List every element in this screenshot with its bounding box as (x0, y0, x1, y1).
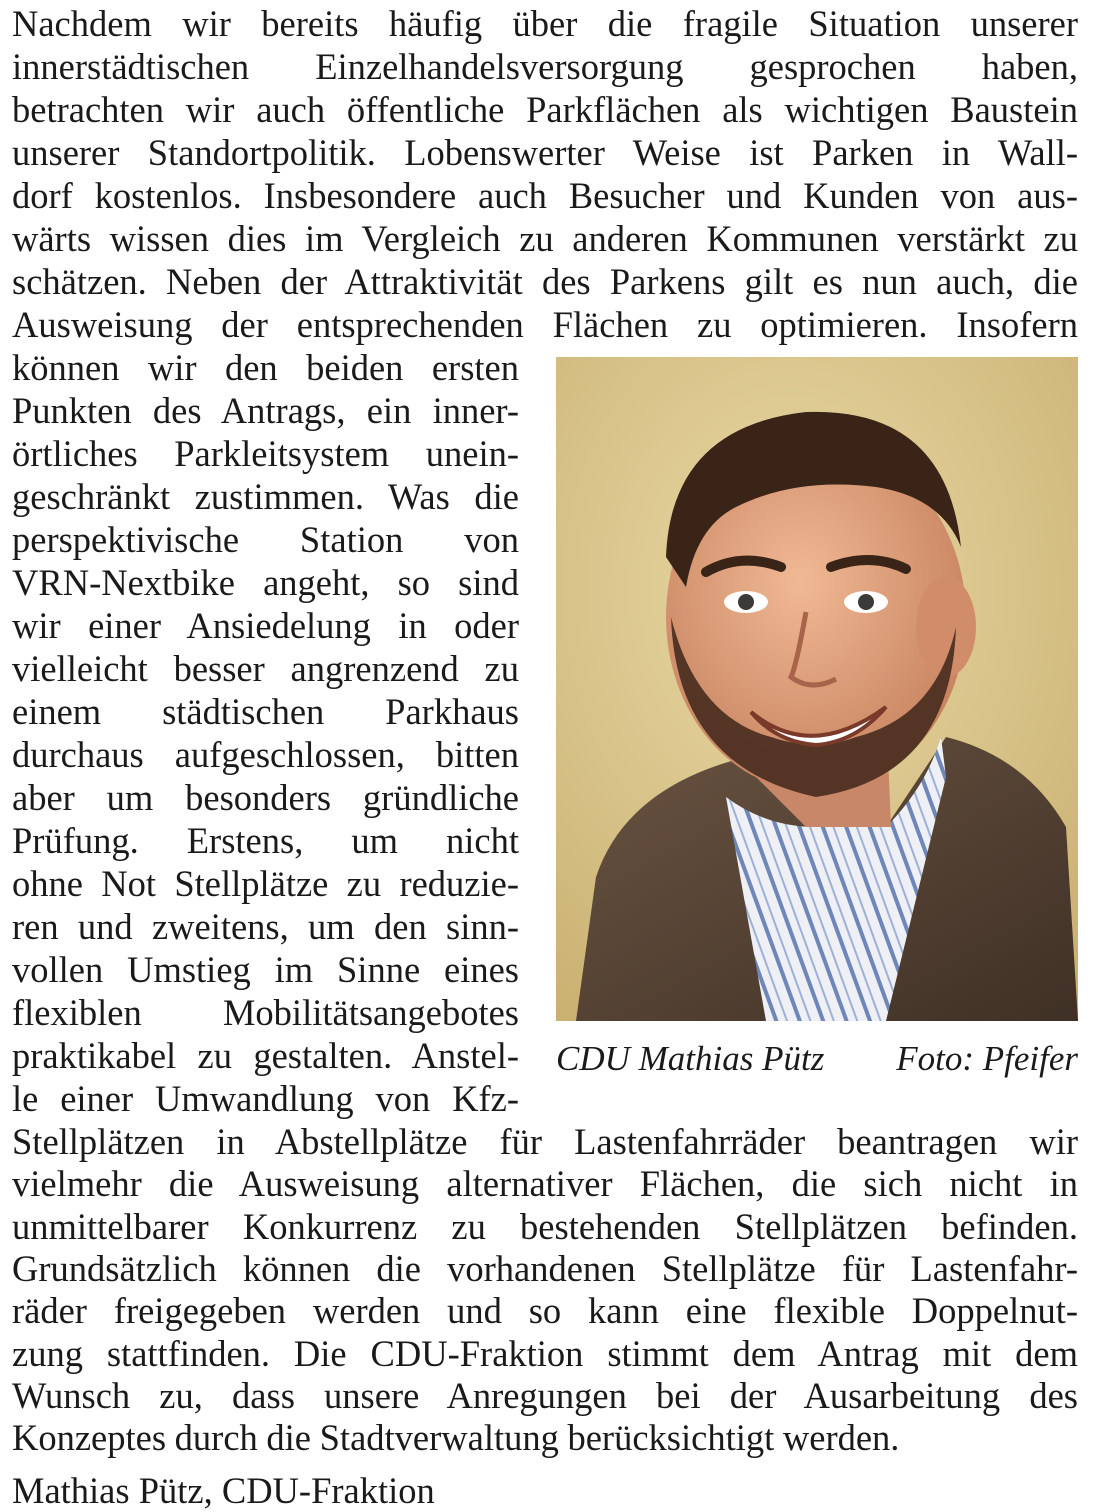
article-line: le einer Umwandlung von Kfz- (12, 1078, 519, 1119)
article-line: können wir den beiden ersten (12, 347, 519, 388)
article-line: wir einer Ansiedelung in oder (12, 605, 519, 646)
article-line: örtliches Parkleitsystem unein- (12, 433, 519, 474)
article-line: ren und zweitens, um den sinn- (12, 906, 519, 947)
article-line: Konzeptes durch die Stadtverwaltung berücksichtigt werden. (12, 1417, 900, 1459)
article-line: Wunsch zu, dass unsere Anregungen bei der Ausarbeitung des (12, 1374, 1078, 1416)
article-line: Punkten des Antrags, ein inner- (12, 390, 519, 431)
article-line: unmittelbarer Konkurrenz zu bestehenden Stellplätzen befinden. (12, 1205, 1078, 1247)
photo-caption (556, 1037, 1078, 1080)
caption-name: CDU Mathias Pütz (556, 1039, 825, 1078)
article-line: zung stattfinden. Die CDU-Fraktion stimmt dem Antrag mit dem (12, 1332, 1078, 1374)
article-line: innerstädtischen Einzelhandelsversorgung gesprochen haben, (12, 46, 1078, 87)
article-line: Grundsätzlich können die vorhandenen Stellplätze für Lastenfahr- (12, 1247, 1078, 1289)
article-line: geschränkt zustimmen. Was die (12, 476, 519, 517)
article-line: räder freigegeben werden und so kann eine flexible Doppelnut- (12, 1290, 1078, 1332)
article-line: einem städtischen Parkhaus (12, 691, 519, 732)
article-line: Ausweisung der entsprechenden Flächen zu optimieren. Insofern (12, 304, 1078, 345)
article-line: betrachten wir auch öffentliche Parkflächen als wichtigen Baustein (12, 89, 1078, 130)
article-line: vielmehr die Ausweisung alternativer Flächen, die sich nicht in (12, 1163, 1078, 1205)
article-line: Stellplätzen in Abstellplätze für Lastenfahrräder beantragen wir (12, 1121, 1078, 1162)
article-line: VRN-Nextbike angeht, so sind (12, 562, 519, 603)
article-line: perspektivische Station von (12, 519, 519, 560)
article-line: aber um besonders gründliche (12, 777, 519, 818)
photo-credit: Foto: Pfeifer (896, 1039, 1078, 1078)
portrait-photo (556, 357, 1078, 1021)
pupil-right (858, 594, 874, 610)
article-line: praktikabel zu gestalten. Anstel- (12, 1035, 519, 1076)
article-line: dorf kostenlos. Insbesondere auch Besucher und Kunden von aus- (12, 175, 1078, 216)
article-line: Prüfung. Erstens, um nicht (12, 820, 519, 861)
article-line: wärts wissen dies im Vergleich zu anderen Kommunen verstärkt zu (12, 218, 1078, 259)
article-line: flexiblen Mobilitätsangebotes (12, 992, 519, 1033)
pupil-left (738, 594, 754, 610)
article-line: unserer Standortpolitik. Lobenswerter Weise ist Parken in Wall- (12, 132, 1078, 173)
article-line: durchaus aufgeschlossen, bitten (12, 734, 519, 775)
article-line: ohne Not Stellplätze zu reduzie- (12, 863, 519, 904)
article-line: vollen Umstieg im Sinne eines (12, 949, 519, 990)
portrait-illustration (556, 357, 1078, 1021)
article-line: Nachdem wir bereits häufig über die fragile Situation unserer (12, 3, 1078, 44)
article-line: schätzen. Neben der Attraktivität des Parkens gilt es nun auch, die (12, 261, 1078, 302)
signature: Mathias Pütz, CDU-Fraktion (12, 1469, 435, 1511)
article-line: vielleicht besser angrenzend zu (12, 648, 519, 689)
